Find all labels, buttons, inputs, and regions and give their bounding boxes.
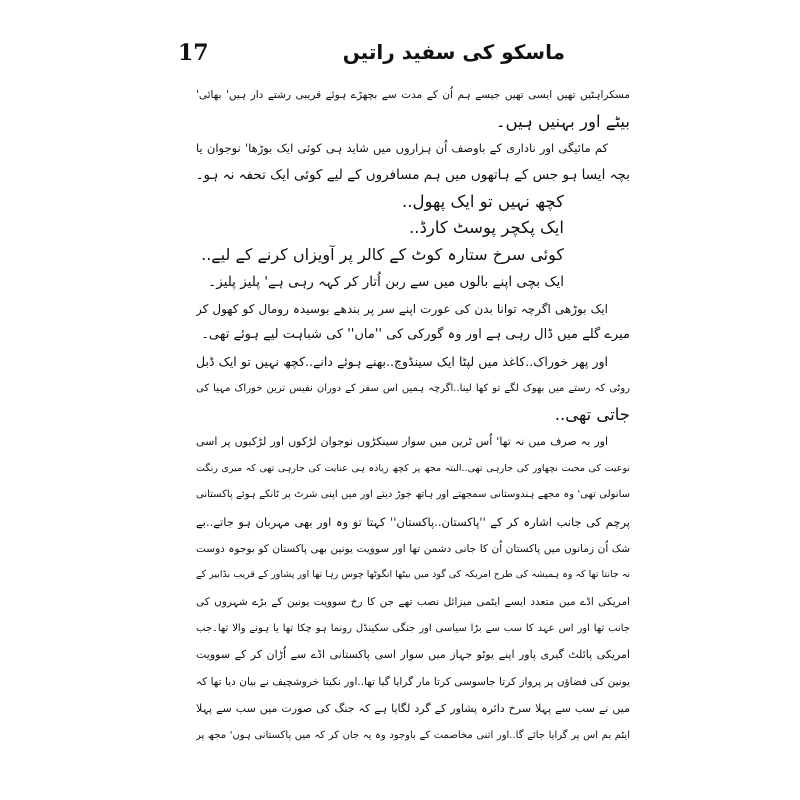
text-line: جاتی تھی.. [554,405,630,425]
text-line: روٹی کہ رستے میں بھوک لگے تو کھا لینا..اگرچہ ہمیں اس سفر کے دوران نفیس ترین خوراک مہیا کی [196,382,630,394]
text-line: بیٹے اور بہنیں ہیں۔ [495,111,630,131]
text-line: اور یہ صرف میں نہ تھا' اُس ٹرین میں سوار سینکڑوں نوجوان لڑکوں اور لڑکیوں پر اسی [196,434,608,448]
running-title: ماسکو کی سفید راتیں [342,40,565,64]
text-line: میں نے سب سے پہلا سرخ دائرہ پشاور کے گرد لگایا ہے کہ جنگ کی صورت میں سب سے پہلا [196,701,630,715]
text-line: کوئی سرخ ستارہ کوٹ کے کالر پر آویزاں کرنے کے لیے.. [201,245,564,265]
text-line: میرے گلے میں ڈال رہی ہے اور وہ گورکی کی ''ماں'' کی شباہت لیے ہوئے تھی۔ [201,327,630,343]
text-line: امریکی پائلٹ گیری پاور اپنے یوٹو جہاز میں سوار اسی پاکستانی اڈے سے اُڑان کر کے سوویت [196,648,630,662]
text-line: سانولی تھی' وہ مجھے ہندوستانی سمجھتے اور ہاتھ جوڑ دیتے اور میں اپنی شرٹ پر ٹانکے ہوئے پاکستانی [196,489,630,501]
text-line: ایٹم بم اس پر گرایا جائے گا..اور اتنی مخاصمت کے باوجود وہ یہ جان کر کہ میں پاکستانی ہوں' مجھ پر [196,729,630,741]
text-line: ایک پکچر پوسٹ کارڈ.. [409,218,564,238]
body-text [196,82,630,749]
text-line: بچہ ایسا ہو جس کے ہاتھوں میں ہم مسافروں کے لیے کوئی ایک تحفہ نہ ہو۔ [196,167,630,184]
text-line: کم مائیگی اور ناداری کے باوصف اُن ہزاروں میں شاید ہی کوئی ایک بوڑھا' نوجوان یا [196,141,608,156]
text-line: نہ جانتا تھا کہ وہ ہمیشہ کی طرح امریکہ کی گود میں بیٹھا انگوٹھا چوس رہا تھا اور پشاور کے قریب بڈابیر کے [196,569,630,581]
text-line: نوعیت کی محبت نچھاور کی جارہی تھی..البتہ مجھ پر کچھ زیادہ ہی عنایت کی جارہی تھی کہ میری رنگت [196,462,630,474]
text-line: ایک بوڑھی اگرچہ توانا بدن کی عورت اپنے سر پر بندھے بوسیدہ رومال کو کھول کر [196,301,608,316]
text-line: اور پھر خوراک..کاغذ میں لپٹا ایک سینڈوچ..بھنے ہوئے دانے..کچھ نہیں تو ایک ڈبل [196,353,608,369]
page-number: 17 [178,40,209,66]
text-line: امریکی اڈے میں متعدد ایسے ایٹمی میزائل نصب تھے جن کا رخ سوویت یونین کے بڑے شہروں کی [196,596,630,609]
text-line: ایک بچی اپنے بالوں میں سے ربن اُتار کر کہہ رہی ہے' پلیز پلیز۔ [208,273,564,290]
text-line: یونین کی فضاؤں پر پرواز کرتا جاسوسی کرتا مار گرایا گیا تھا..اور نکیتا خروشچیف نے بیان دیا تھا کہ [196,676,630,689]
text-line: کچھ نہیں تو ایک پھول.. [402,191,564,211]
text-line: پرچم کی جانب اشارہ کر کے ''پاکستان..پاکستان'' کہتا تو وہ اور بھی مہربان ہو جاتے..بے [196,515,630,529]
text-line: شک اُن زمانوں میں پاکستان اُن کا جانی دشمن تھا اور سوویت یونین بھی پاکستان کو بوجوہ دوست [196,542,630,555]
text-line: جانب تھا اور اس عہد کا سب سے بڑا سیاسی اور جنگی سکینڈل رونما ہو چکا تھا یا ہونے والا تھا۔جب [196,622,630,634]
text-line: مسکراہٹیں تھیں ایسی تھیں جیسے ہم اُن کے مدت سے بچھڑے ہوئے قریبی رشتے دار ہیں' بھائی' [196,89,630,101]
